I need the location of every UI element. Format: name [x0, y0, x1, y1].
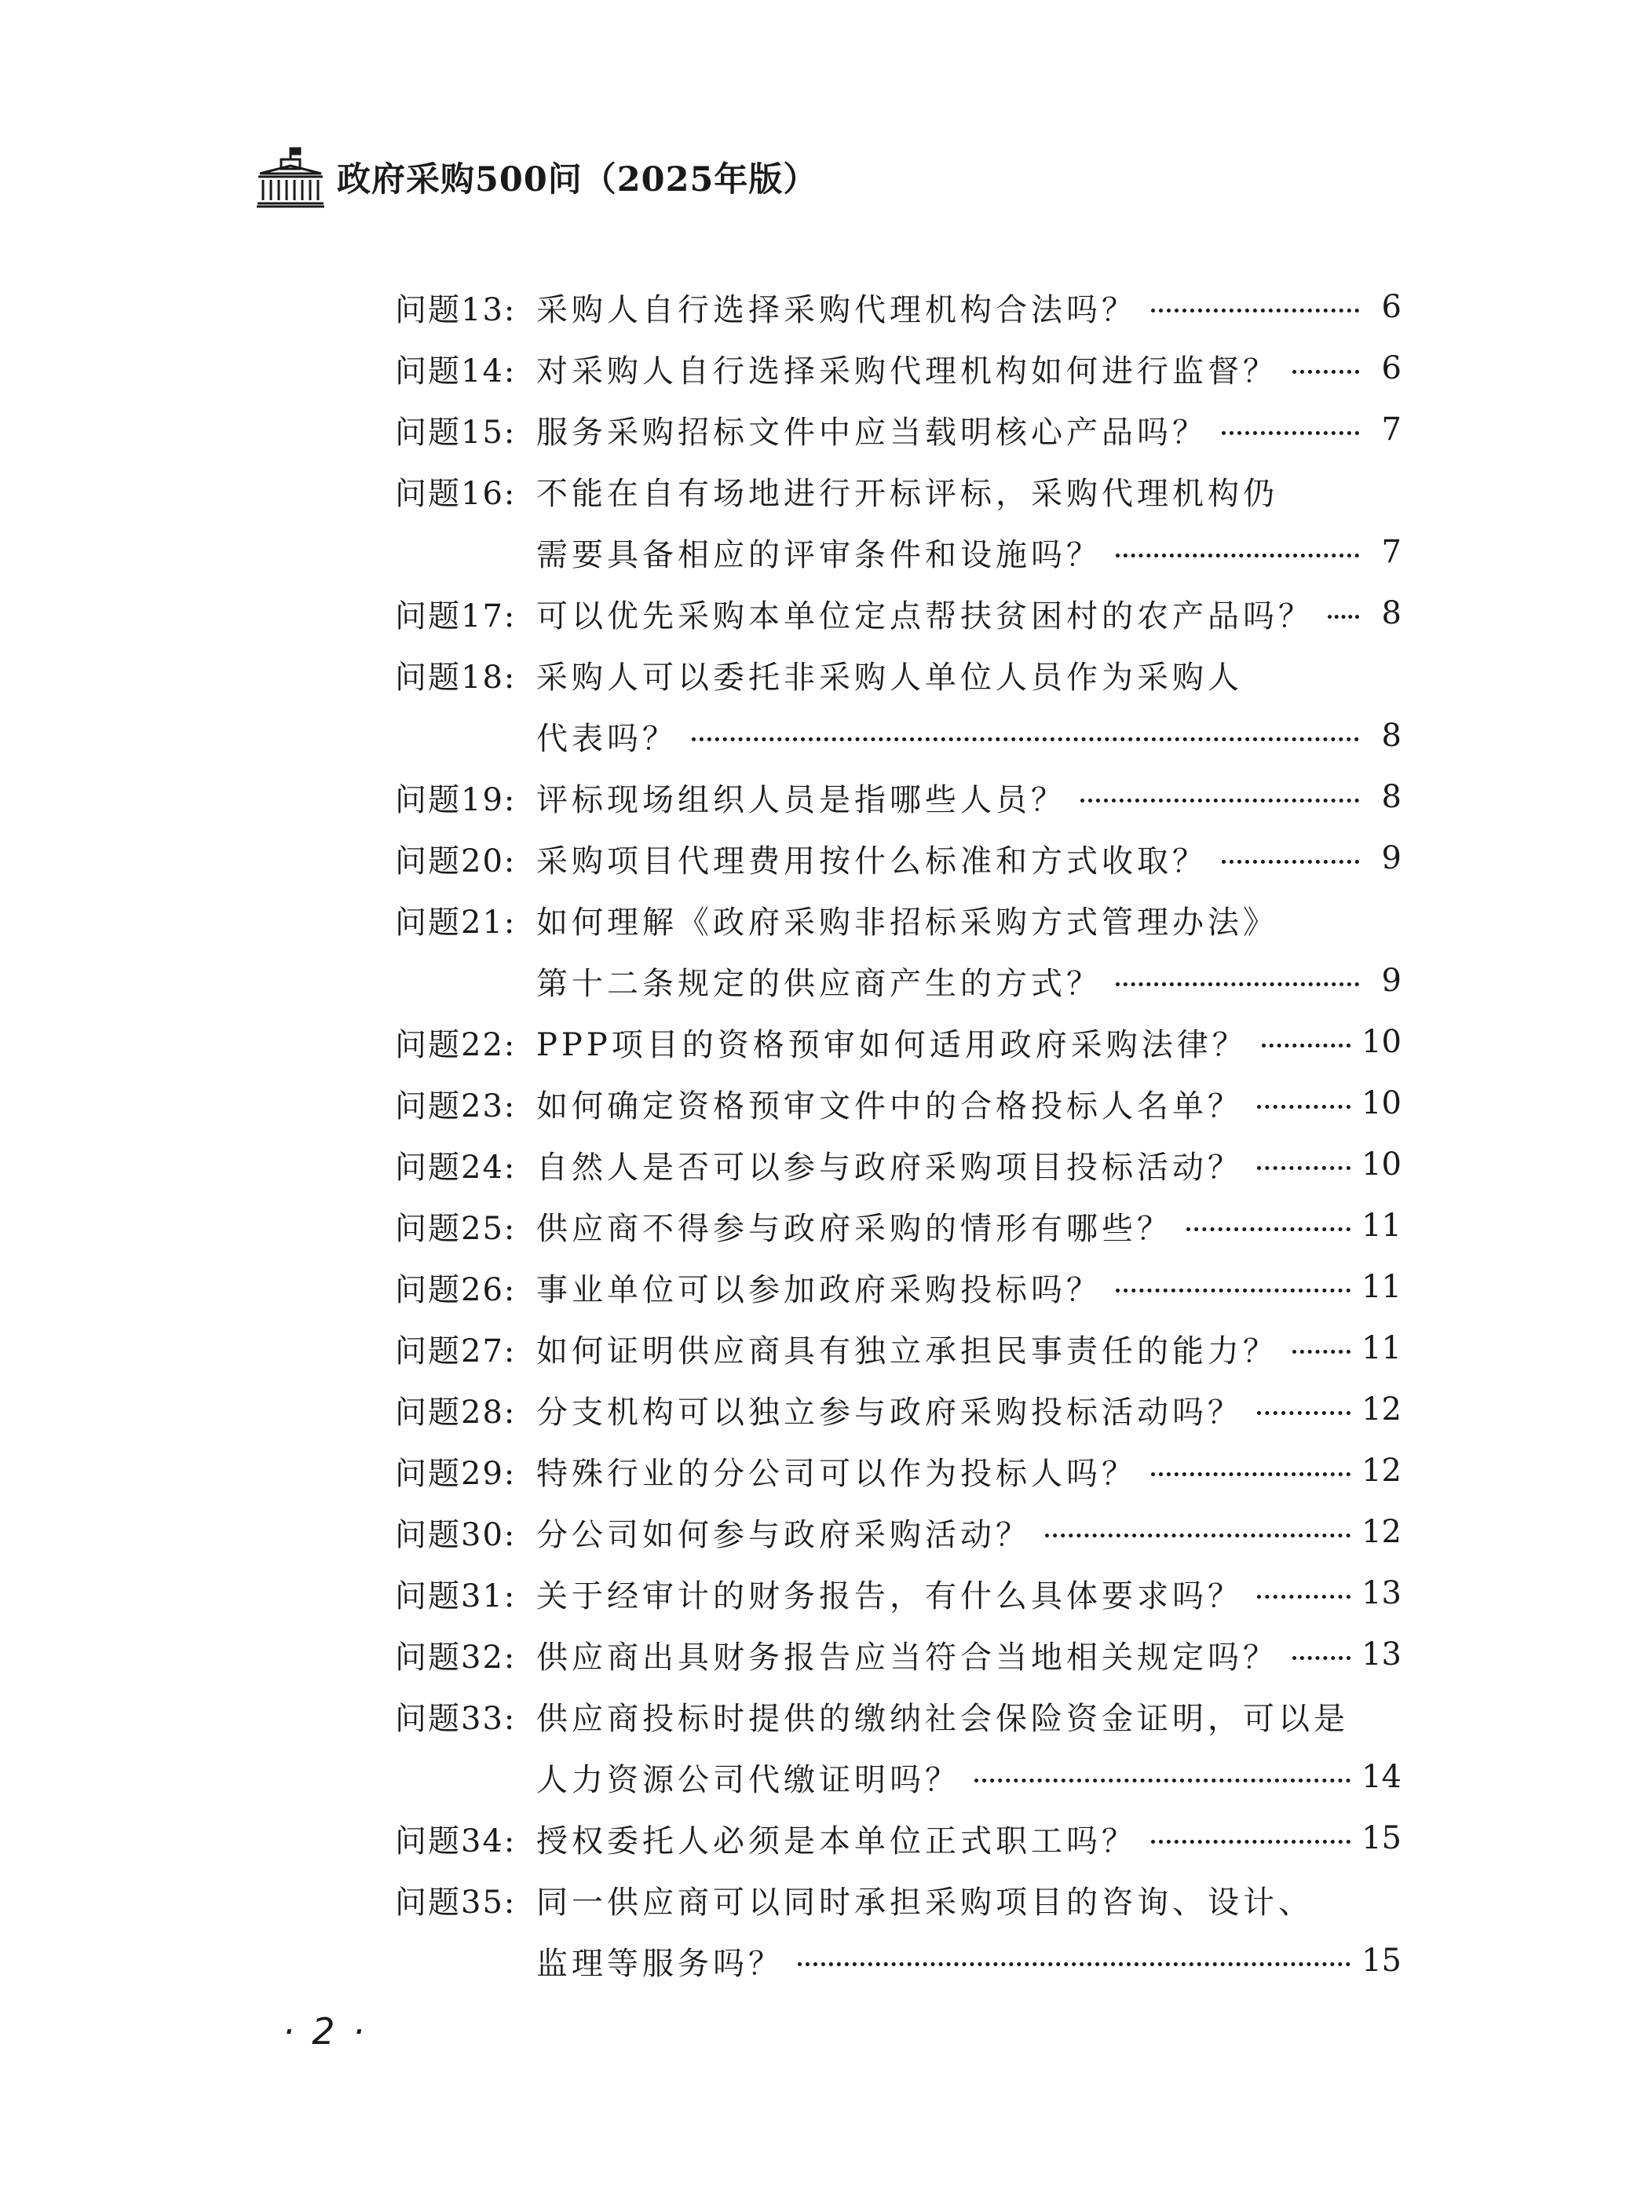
page-ref: 11	[1361, 1208, 1402, 1244]
question-number: 问题31:	[395, 1578, 517, 1614]
building-icon	[255, 145, 326, 208]
page-ref: 12	[1361, 1514, 1402, 1550]
page-ref: 7	[1381, 534, 1402, 570]
page-ref: 6	[1381, 350, 1402, 386]
dot-leader	[1116, 1289, 1350, 1292]
toc-line	[395, 583, 1402, 644]
toc-entry[interactable]	[395, 1440, 1402, 1501]
toc-line	[395, 1930, 1402, 1991]
question-number: 问题30:	[395, 1516, 517, 1553]
dot-leader	[1045, 1534, 1350, 1537]
question-text: 可以优先采购本单位定点帮扶贫困村的农产品吗？	[536, 598, 1314, 634]
toc-line	[395, 766, 1402, 828]
question-number: 问题28:	[395, 1394, 517, 1431]
toc-entry[interactable]	[395, 1869, 1402, 1991]
question-text: 关于经审计的财务报告，有什么具体要求吗？	[536, 1578, 1243, 1614]
question-number: 问题26:	[395, 1271, 517, 1308]
question-number: 问题19:	[395, 781, 517, 818]
toc-entry[interactable]	[395, 1624, 1402, 1685]
page-ref: 15	[1361, 1820, 1402, 1856]
page-ref: 8	[1381, 595, 1402, 631]
toc-entry[interactable]	[395, 1501, 1402, 1563]
toc-entry[interactable]	[395, 766, 1402, 828]
toc-line	[395, 1379, 1402, 1440]
page-ref: 13	[1361, 1575, 1402, 1611]
toc-entry[interactable]	[395, 460, 1402, 583]
question-text: 授权委托人必须是本单位正式职工吗？	[536, 1823, 1137, 1859]
page-ref: 12	[1361, 1391, 1402, 1428]
toc-line	[395, 889, 1402, 950]
toc-entry[interactable]	[395, 889, 1402, 1011]
question-text: 供应商投标时提供的缴纳社会保险资金证明，可以是	[536, 1700, 1349, 1737]
question-text: 自然人是否可以参与政府采购项目投标活动？	[536, 1149, 1243, 1186]
table-of-contents	[395, 276, 1402, 1991]
toc-line	[395, 1869, 1402, 1930]
dot-leader	[1151, 1840, 1350, 1844]
running-header	[255, 141, 817, 212]
question-number: 问题16:	[395, 475, 517, 512]
page-ref: 15	[1361, 1943, 1402, 1979]
question-text: 采购人可以委托非采购人单位人员作为采购人	[536, 659, 1243, 696]
question-text: 如何确定资格预审文件中的合格投标人名单？	[536, 1088, 1243, 1124]
question-text: 分公司如何参与政府采购活动？	[536, 1516, 1031, 1553]
toc-entry[interactable]	[395, 1195, 1402, 1256]
question-number: 问题29:	[395, 1455, 517, 1492]
page-ref: 11	[1361, 1269, 1402, 1305]
page-ref: 10	[1361, 1085, 1402, 1121]
page-ref: 10	[1361, 1146, 1402, 1183]
page-number: · 2 ·	[283, 2010, 367, 2053]
page-ref: 9	[1381, 840, 1402, 876]
page-ref: 8	[1381, 718, 1402, 754]
question-text: 人力资源公司代缴证明吗？	[536, 1761, 960, 1798]
question-number: 问题13:	[395, 291, 517, 328]
question-number: 问题35:	[395, 1884, 517, 1921]
toc-entry[interactable]	[395, 1563, 1402, 1624]
question-number: 问题25:	[395, 1210, 517, 1247]
question-number: 问题34:	[395, 1823, 517, 1859]
dot-leader	[1257, 1411, 1350, 1415]
dot-leader	[1257, 1595, 1350, 1599]
dot-leader	[1080, 799, 1359, 803]
dot-leader	[1222, 431, 1359, 435]
page-ref: 9	[1381, 963, 1402, 999]
toc-line	[395, 950, 1402, 1011]
dot-leader	[1257, 1105, 1350, 1109]
toc-entry[interactable]	[395, 1685, 1402, 1808]
toc-line	[395, 276, 1402, 338]
toc-line	[395, 1011, 1402, 1073]
toc-line	[395, 1195, 1402, 1256]
question-text: 不能在自有场地进行开标评标，采购代理机构仍	[536, 475, 1278, 512]
toc-line	[395, 644, 1402, 705]
question-number: 问题14:	[395, 353, 517, 389]
dot-leader	[1116, 554, 1359, 558]
toc-line	[395, 705, 1402, 766]
question-text: 采购人自行选择采购代理机构合法吗？	[536, 291, 1137, 328]
question-text: 事业单位可以参加政府采购投标吗？	[536, 1271, 1102, 1308]
dot-leader	[1262, 1044, 1350, 1048]
question-text: 如何理解《政府采购非招标采购方式管理办法》	[536, 904, 1278, 941]
toc-line	[395, 399, 1402, 460]
toc-line	[395, 1624, 1402, 1685]
toc-entry[interactable]	[395, 399, 1402, 460]
question-text: 服务采购招标文件中应当载明核心产品吗？	[536, 414, 1208, 451]
toc-line	[395, 1134, 1402, 1195]
dot-leader	[1257, 1166, 1350, 1170]
page-ref: 6	[1381, 289, 1402, 325]
toc-line	[395, 1256, 1402, 1318]
question-text: 分支机构可以独立参与政府采购投标活动吗？	[536, 1394, 1243, 1431]
toc-entry[interactable]	[395, 1379, 1402, 1440]
question-text: 同一供应商可以同时承担采购项目的咨询、设计、	[536, 1884, 1314, 1921]
toc-entry[interactable]	[395, 1808, 1402, 1869]
toc-entry[interactable]	[395, 276, 1402, 338]
dot-leader	[1186, 1227, 1350, 1231]
toc-line	[395, 338, 1402, 399]
dot-leader	[692, 737, 1359, 741]
page-ref: 7	[1381, 411, 1402, 448]
question-text: 监理等服务吗？	[536, 1945, 784, 1982]
toc-line	[395, 1685, 1402, 1746]
toc-entry[interactable]	[395, 1256, 1402, 1318]
question-number: 问题17:	[395, 598, 517, 634]
toc-entry[interactable]	[395, 338, 1402, 399]
toc-entry[interactable]	[395, 1011, 1402, 1073]
question-number: 问题21:	[395, 904, 517, 941]
question-text: 第十二条规定的供应商产生的方式？	[536, 965, 1102, 1002]
question-number: 问题18:	[395, 659, 517, 696]
question-text: 评标现场组织人员是指哪些人员？	[536, 781, 1066, 818]
toc-line	[395, 828, 1402, 889]
dot-leader	[1151, 309, 1359, 313]
dot-leader	[1292, 370, 1359, 374]
question-number: 问题27:	[395, 1333, 517, 1369]
dot-leader	[798, 1962, 1350, 1966]
question-number: 问题32:	[395, 1639, 517, 1676]
dot-leader	[1116, 982, 1359, 986]
question-text: PPP项目的资格预审如何适用政府采购法律？	[536, 1026, 1248, 1063]
question-number: 问题24:	[395, 1149, 517, 1186]
question-number: 问题23:	[395, 1088, 517, 1124]
question-text: 对采购人自行选择采购代理机构如何进行监督？	[536, 353, 1278, 389]
question-number: 问题20:	[395, 843, 517, 879]
question-text: 特殊行业的分公司可以作为投标人吗？	[536, 1455, 1137, 1492]
dot-leader	[1292, 1656, 1350, 1660]
question-number: 问题33:	[395, 1700, 517, 1737]
toc-entry[interactable]	[395, 828, 1402, 889]
question-text: 需要具备相应的评审条件和设施吗？	[536, 536, 1102, 573]
toc-line	[395, 1746, 1402, 1808]
page-ref: 11	[1361, 1330, 1402, 1366]
question-text: 采购项目代理费用按什么标准和方式收取？	[536, 843, 1208, 879]
question-text: 如何证明供应商具有独立承担民事责任的能力？	[536, 1333, 1278, 1369]
page-ref: 10	[1361, 1024, 1402, 1060]
page-ref: 14	[1361, 1759, 1402, 1795]
toc-entry[interactable]	[395, 1073, 1402, 1134]
toc-line	[395, 460, 1402, 521]
toc-entry[interactable]	[395, 644, 1402, 766]
toc-entry[interactable]	[395, 1318, 1402, 1379]
dot-leader	[1151, 1472, 1350, 1476]
toc-entry[interactable]	[395, 583, 1402, 644]
page-ref: 13	[1361, 1636, 1402, 1673]
page-ref: 8	[1381, 779, 1402, 815]
dot-leader	[1222, 860, 1359, 864]
question-text: 供应商不得参与政府采购的情形有哪些？	[536, 1210, 1172, 1247]
toc-line	[395, 521, 1402, 583]
question-number: 问题15:	[395, 414, 517, 451]
dot-leader	[974, 1779, 1350, 1782]
dot-leader	[1328, 615, 1359, 619]
question-text: 代表吗？	[536, 720, 678, 757]
toc-line	[395, 1073, 1402, 1134]
page-ref: 12	[1361, 1453, 1402, 1489]
toc-line	[395, 1318, 1402, 1379]
toc-line	[395, 1808, 1402, 1869]
question-number: 问题22:	[395, 1026, 517, 1063]
question-text: 供应商出具财务报告应当符合当地相关规定吗？	[536, 1639, 1278, 1676]
toc-line	[395, 1501, 1402, 1563]
toc-line	[395, 1440, 1402, 1501]
toc-line	[395, 1563, 1402, 1624]
book-title: 政府采购500问（2025年版）	[337, 159, 818, 199]
toc-entry[interactable]	[395, 1134, 1402, 1195]
dot-leader	[1292, 1350, 1350, 1354]
